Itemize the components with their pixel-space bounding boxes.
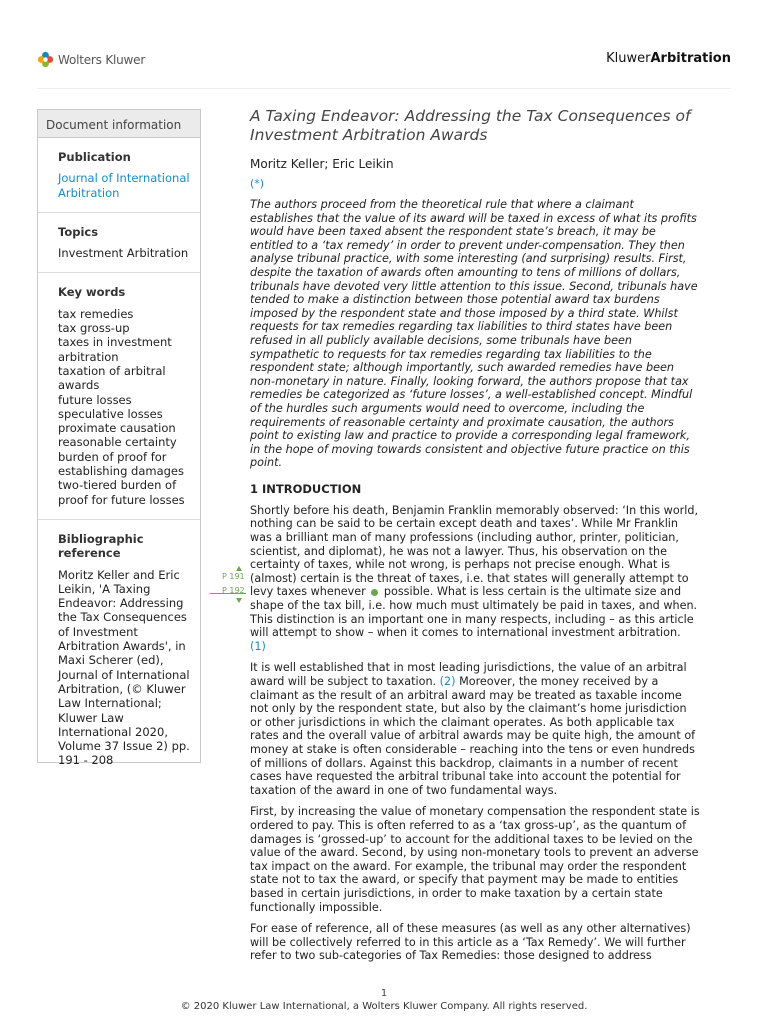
bibliographic-section (38, 520, 200, 780)
article-body (250, 107, 700, 963)
bibliographic-title: Bibliographic reference (58, 531, 144, 561)
paragraph-text: It is well established that in most leading jurisdictions, the value of an arbitral award will be subject to taxation. (250, 661, 687, 688)
publication-link-line: Arbitration (58, 185, 120, 200)
brand-prefix: Kluwer (606, 51, 651, 66)
header-divider (37, 88, 731, 89)
bibliographic-line: Maxi Scherer (ed), (58, 653, 164, 668)
bibliographic-line: International 2020, (58, 724, 168, 739)
keyword-line: proximate causation (58, 421, 176, 436)
keyword-line: burden of proof for (58, 449, 167, 464)
bibliographic-line: Volume 37 Issue 2) pp. (58, 739, 190, 754)
wolters-kluwer-logo[interactable] (37, 51, 145, 68)
bibliographic-line: 191 - 208 (58, 753, 114, 768)
keyword-line: establishing damages (58, 464, 184, 479)
copyright-notice: © 2020 Kluwer Law International, a Wolters Kluwer Company. All rights reserved. (180, 1001, 588, 1012)
keywords-title: Key words (58, 285, 126, 300)
brand-bold: Arbitration (650, 51, 731, 66)
article-abstract: The authors proceed from the theoretical rule that where a claimant establishes that the value of its award will be taxed in excess of what its profits would have been taxed absent the respondent state’s breach, it may be entitled to a ‘tax remedy’ in order to prevent under-compensation. They then analyse tribunal practice, with some interesting (and surprising) results. First, despite the taxation of awards often amounting to tens of millions of dollars, tribunals have devoted very little attention to this issue. Second, tribunals have tended to make a distinction between those potential award tax burdens imposed by the respondent state and those imposed by a third state. Whilst requests for tax remedies regarding tax liabilities to third states have been refused in all publicly available decisions, some tribunals have been sympathetic to requests for tax remedies regarding tax liabilities to the respondent state; although importantly, such awarded remedies have been non-monetary in nature. Finally, looking forward, the authors propose that tax remedies be categorized as ‘future losses’, a well-established concept. Mindful of the hurdles such arguments would need to overcome, including the requirements of reasonable certainty and proximate causation, the authors point to existing law and practice to provide a corresponding legal framework, in the hope of moving towards consistent and objective future practice on this point. (250, 198, 698, 470)
paragraph (250, 661, 700, 797)
keywords-section (38, 273, 200, 519)
topics-title: Topics (58, 224, 99, 239)
bibliographic-line: Arbitration Awards', in (58, 639, 186, 654)
kluwer-arbitration-brand[interactable] (606, 51, 731, 66)
bibliographic-line: Law International; (58, 696, 162, 711)
keyword-line: tax remedies (58, 306, 134, 321)
keyword-line: proof for future losses (58, 492, 185, 507)
title-line: Investment Arbitration Awards (250, 126, 488, 144)
paragraph-text: Shortly before his death, Benjamin Franklin memorably observed: ‘In this world, nothing can be said to be certain except death and taxes’. While Mr Franklin was a brilliant man of many professions (including author, printer, politician, scientist, and diplomat), he was not a lawyer. Thus, his observation on the certainty of taxes, while not wrong, is perhaps not precise enough. What is (almost) certain is the threat of taxes, i.e. that states will generally attempt to levy taxes whenever (250, 503, 699, 599)
paragraph-text: Moreover, the money received by a claimant as the result of an arbitral award may be treated as taxable income not only by the respondent state, but also by the claimant’s home jurisdiction or other jurisdictions in which the claimant operates. As both applicable tax rates and the overall value of arbitral awards may be quite high, the amount of money at stake is often considerable – reaching into the tens or even hundreds of millions of dollars. Against this backdrop, claimants in a number of recent cases have requested the arbitral tribunal take into account the potential for taxation of the award in one of two fundamental ways. (250, 675, 696, 797)
keyword-line: speculative losses (58, 406, 163, 421)
section-heading: 1 INTRODUCTION (250, 481, 362, 496)
keyword-line: taxes in investment (58, 335, 172, 350)
keyword-line: reasonable certainty (58, 435, 177, 450)
document-information-panel (37, 109, 201, 768)
topic-value: Investment Arbitration (58, 246, 189, 261)
keyword-line: arbitration (58, 349, 119, 364)
arrow-up-icon (236, 566, 242, 571)
page-number: 1 (380, 988, 388, 999)
keyword-line: taxation of arbitral (58, 363, 166, 378)
topics-section (38, 213, 200, 274)
bibliographic-line: Endeavor: Addressing (58, 596, 184, 611)
bibliographic-line: Kluwer Law (58, 710, 124, 725)
paragraph-text: possible. What is less certain is the ultimate size and shape of the tax bill, i.e. how much must ultimately be paid in taxes, and when. This distinction is an important one in many respects, including – as this article will attempt to show – when it comes to international investment arbitration. (250, 585, 698, 640)
bibliographic-line: of Investment (58, 624, 138, 639)
paragraph (250, 504, 700, 654)
logo-text: Wolters Kluwer (58, 52, 146, 67)
arrow-down-icon (236, 598, 242, 603)
publication-link[interactable] (58, 171, 190, 200)
paragraph: First, by increasing the value of monetary compensation the respondent state is ordered to pay. This is often referred to as a ‘tax gross-up’, as the quantum of damages is ‘grossed-up’ to account for the additional taxes to be levied on the value of the award. Second, by using non-monetary tools to prevent an adverse tax impact on the award. For example, the tribunal may order the respondent state not to tax the award, or specify that payment may be made to entities based in certain jurisdictions, in order to make taxation by a certain state functionally impossible. (250, 805, 700, 914)
page-marker-192[interactable]: P 192 (222, 586, 245, 595)
keyword-line: tax gross-up (58, 321, 130, 336)
footnote-link-1[interactable]: (1) (250, 639, 266, 653)
publication-title: Publication (58, 150, 131, 164)
footnote-link-2[interactable]: (2) (439, 675, 456, 688)
publication-section (38, 138, 200, 213)
article-title (250, 107, 700, 145)
bibliographic-line: Leikin, 'A Taxing (58, 581, 151, 596)
bibliographic-line: the Tax Consequences (58, 610, 187, 625)
bibliographic-line: Journal of International (58, 667, 190, 682)
page-header (0, 0, 768, 90)
author-footnote-link[interactable]: (*) (250, 177, 265, 190)
publication-link-line: Journal of International (58, 171, 190, 186)
keyword-line: two-tiered burden of (58, 478, 177, 493)
paragraph: For ease of reference, all of these measures (as well as any other alternatives) will be collectively referred to in this article as a ‘Tax Remedy’. We will further refer to two sub-categories of Tax Remedies: those designed to address (250, 922, 691, 963)
bibliographic-line: Arbitration, (© Kluwer (58, 681, 186, 696)
keyword-line: awards (58, 378, 100, 393)
article-authors: Moritz Keller; Eric Leikin (250, 157, 394, 171)
wolters-kluwer-logo-icon (37, 51, 54, 68)
page-marker-191[interactable]: P 191 (222, 572, 245, 581)
panel-heading: Document information (38, 110, 200, 138)
keyword-line: future losses (58, 392, 132, 407)
bibliographic-line: Moritz Keller and Eric (58, 567, 180, 582)
title-line: A Taxing Endeavor: Addressing the Tax Consequences of (250, 107, 691, 125)
page-break-dot-icon[interactable] (371, 589, 378, 596)
